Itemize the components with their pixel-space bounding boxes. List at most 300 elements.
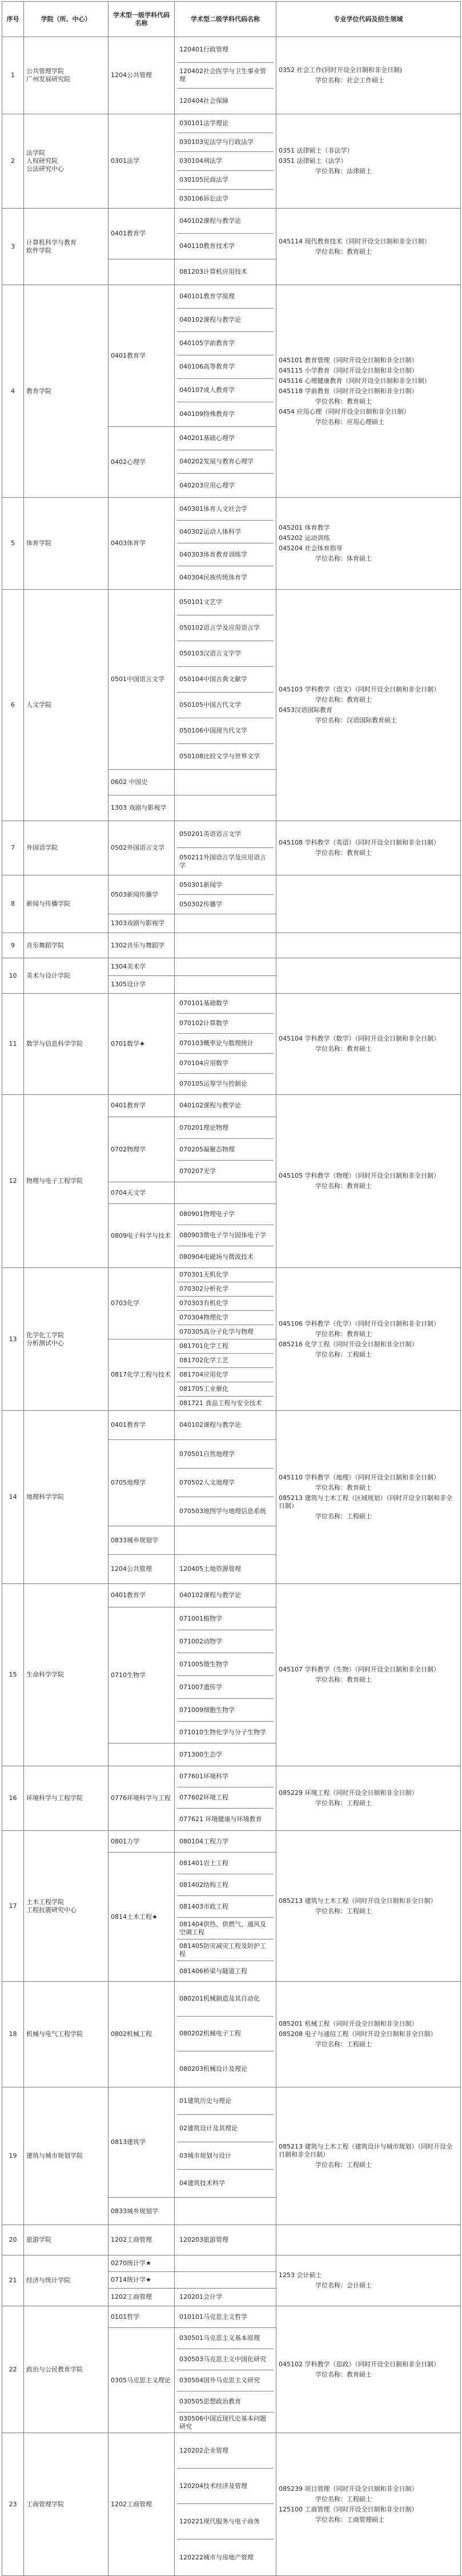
professional-line: 045201 体育教学: [279, 524, 330, 531]
first-discipline-cell: 1204公共管理: [109, 1555, 175, 1584]
second-discipline-cell: [175, 933, 276, 958]
professional-line: 045202 运动训练: [279, 534, 330, 542]
professional-cell: [276, 1095, 461, 1268]
first-discipline-cell: 0704天文学: [109, 1182, 175, 1204]
professional-degree: 学位名称：汉语国际教育硕士: [315, 717, 397, 724]
first-discipline-cell: 0703化学: [109, 1268, 175, 1339]
professional-line: 085229 环境工程（同时开设全日制和非全日制）: [279, 1789, 418, 1797]
table-row: [2, 933, 461, 958]
second-discipline-item: 070201理论物理: [177, 1117, 274, 1139]
second-discipline-item: 120202企业管理: [177, 2433, 274, 2469]
college-name: 音乐舞蹈学院: [26, 941, 64, 949]
seq-cell: 10: [2, 958, 24, 994]
seq-cell: 16: [2, 1766, 24, 1831]
second-discipline-item: 081721 食品工程与安全技术: [179, 1399, 262, 1407]
professional-degree: 学位名称：工商管理硕士: [315, 2515, 384, 2523]
professional-degree: 学位名称：工程硕士: [315, 1907, 372, 1915]
table-row: [2, 1766, 461, 1831]
first-discipline-cell: 1303 戏剧与影视学: [109, 795, 175, 821]
second-discipline-item: 070502人文地理学: [177, 1469, 274, 1497]
seq-cell: 22: [2, 2306, 24, 2433]
second-discipline-item: 04建筑技术科学: [179, 2179, 225, 2187]
professional-line: 045103 学科教学（语文）（同时开设全日制和非全日制）: [279, 686, 440, 693]
professional-cell: [276, 1766, 461, 1831]
second-discipline-cell: [175, 821, 276, 875]
second-discipline-item: 081701化学工程: [177, 1339, 274, 1354]
second-discipline-item: 077601环境科学: [177, 1766, 274, 1787]
second-discipline-item: 040102课程与教学论: [179, 1102, 241, 1109]
second-discipline-item: 081401岩土工程: [177, 1853, 274, 1874]
college-cell: [24, 2433, 109, 2576]
seq-cell: 12: [2, 1095, 24, 1268]
professional-line: 045115 小学教育（同时开设全日制和非全日制）: [279, 366, 418, 374]
college-cell: [24, 2225, 109, 2255]
professional-line: 045107 学科教学（生物）（同时开设全日制和非全日制）: [279, 1666, 440, 1673]
first-discipline-cell: 0714统计学★: [109, 2272, 175, 2289]
first-discipline-cell: 1304美术学: [109, 958, 175, 976]
second-discipline-item: 050211外国语言学及应用语言学: [179, 853, 266, 869]
second-discipline-item: 040107成人教育学: [177, 379, 274, 402]
professional-cell: [276, 933, 461, 958]
second-discipline-item: 081704应用化学: [177, 1368, 274, 1382]
second-discipline-item: 071001植物学: [177, 1607, 274, 1630]
second-discipline-cell: [175, 2225, 276, 2255]
second-discipline-item: 040102课程与教学论: [177, 309, 274, 332]
second-discipline-cell: [175, 2272, 276, 2289]
college-name: 生命科学学院: [26, 1671, 64, 1678]
seq-cell: 6: [2, 590, 24, 821]
seq-cell: 18: [2, 1982, 24, 2087]
second-discipline-item: 081402结构工程: [177, 1874, 274, 1896]
second-discipline-cell: [175, 1339, 276, 1411]
second-discipline-cell: [175, 285, 276, 427]
professional-line: 1253 会计硕士: [279, 2271, 322, 2279]
second-discipline-item: 120405土地资源管理: [179, 1565, 241, 1573]
college-cell: [24, 933, 109, 958]
professional-line: 085213 建筑与土木工程（建筑设计与城市规划）（同时开设全日制和非全日制）: [279, 2143, 452, 2158]
college-name: 化学化工学院: [26, 1331, 64, 1339]
table-row: [2, 1584, 461, 1607]
second-discipline-item: 030504国外马克思主义研究: [177, 2370, 274, 2391]
college-cell: [24, 958, 109, 994]
college-name: 经济与统计学院: [26, 2277, 70, 2284]
table-row: [2, 2255, 461, 2272]
professional-degree: 学位名称：社会工作硕士: [315, 77, 384, 84]
second-discipline-item: 050105中国古代文学: [177, 693, 274, 718]
college-cell: [24, 2087, 109, 2225]
professional-line: 045110 学科教学（地理）（同时开设全日制和非全日制）: [279, 1474, 440, 1481]
first-discipline-cell: 0833城乡规划学: [109, 1526, 175, 1555]
first-discipline-cell: 0503新闻传播学: [109, 875, 175, 914]
second-discipline-item: 120404社会保障: [179, 97, 228, 105]
second-discipline-item: 080903微电子学与固体电子学: [177, 1225, 274, 1246]
second-discipline-item: 070102计算数学: [177, 1014, 274, 1034]
second-discipline-item: 120401行政管理: [177, 37, 274, 63]
table-row: [2, 285, 461, 427]
professional-cell: [276, 2225, 461, 2255]
second-discipline-item: 070104应用数学: [177, 1054, 274, 1074]
second-discipline-cell: [175, 1853, 276, 1982]
second-discipline-item: 030103宪法学与行政法学: [177, 133, 274, 152]
second-discipline-item: 070305高分子化学与物理: [179, 1328, 254, 1335]
second-discipline-cell: [175, 114, 276, 209]
second-discipline-item: 050302传播学: [179, 900, 222, 908]
professional-line: 125100 工商管理（同时开设全日制和非全日制）: [279, 2505, 418, 2513]
second-discipline-item: 081403市政工程: [177, 1896, 274, 1918]
professional-cell: [276, 209, 461, 285]
first-discipline-cell: 1202工商管理: [109, 2289, 175, 2306]
second-discipline-cell: [175, 1526, 276, 1555]
professional-degree: 学位名称：教育硕士: [315, 2370, 372, 2378]
table-row: [2, 209, 461, 259]
header-college: 学院（所、中心）: [24, 2, 109, 37]
professional-cell: [276, 1831, 461, 1982]
table-row: [2, 875, 461, 914]
professional-line: 0351 法律硕士（非法学）: [279, 147, 353, 154]
college-name: 建筑与城市规划学院: [26, 2152, 83, 2159]
professional-line: 0454 应用心理（同时开设全日制和非全日制）: [279, 407, 410, 415]
first-discipline-cell: 0705地理学: [109, 1440, 175, 1526]
college-name: 机械与电气工程学院: [26, 2030, 83, 2038]
second-discipline-item: 071010生物化学与分子生物学: [179, 1728, 266, 1736]
seq-cell: 21: [2, 2255, 24, 2306]
second-discipline-item: 050104中国古典文献学: [177, 667, 274, 693]
college-cell: [24, 1766, 109, 1831]
professional-degree: 学位名称：教育硕士: [315, 696, 372, 703]
seq-cell: 7: [2, 821, 24, 875]
professional-degree: 学位名称：教育硕士: [315, 849, 372, 857]
seq-cell: 1: [2, 37, 24, 114]
first-discipline-cell: 0301法学: [109, 114, 175, 209]
second-discipline-item: 080203机械设计及理论: [179, 2065, 247, 2073]
second-discipline-item: 050301新闻学: [177, 875, 274, 895]
first-discipline-cell: 1303戏剧与影视学: [109, 914, 175, 933]
college-name: 土木工程学院: [26, 1898, 64, 1906]
college-name: 法学院: [26, 149, 45, 157]
first-discipline-cell: 1305设计学: [109, 976, 175, 994]
second-discipline-item: 070103概率论与数理统计: [177, 1034, 274, 1054]
professional-degree: 学位名称：教育硕士: [315, 397, 372, 405]
seq-cell: 4: [2, 285, 24, 498]
second-discipline-cell: [175, 994, 276, 1095]
second-discipline-item: 040102课程与教学论: [179, 1591, 241, 1599]
second-discipline-item: 050103汉语言文字学: [177, 641, 274, 667]
first-discipline-cell: 0809电子科学与技术: [109, 1204, 175, 1268]
second-discipline-item: 040202发展与教育心理学: [177, 450, 274, 474]
first-discipline-cell: 0101哲学: [109, 2306, 175, 2328]
college-cell: [24, 1095, 109, 1268]
seq-cell: 3: [2, 209, 24, 285]
professional-cell: [276, 2087, 461, 2225]
second-discipline-cell: [175, 1982, 276, 2087]
professional-line: 045101 教育管理（同时开设全日制和非全日制）: [279, 356, 418, 364]
header-seq: 序号: [2, 2, 24, 37]
second-discipline-item: 040301体育人文社会学: [177, 498, 274, 521]
second-discipline-item: 070105运筹学与控制论: [179, 1080, 247, 1087]
second-discipline-cell: [175, 2306, 276, 2328]
first-discipline-cell: 0401教育学: [109, 1584, 175, 1607]
second-discipline-cell: [175, 795, 276, 821]
college-cell: [24, 209, 109, 285]
second-discipline-item: 080201机械制造及其自动化: [177, 1982, 274, 2017]
professional-degree: 学位名称：法律硕士: [315, 167, 372, 175]
college-name: 美术与设计学院: [26, 971, 70, 979]
second-discipline-cell: [175, 875, 276, 914]
college-name: 人文学院: [26, 701, 51, 709]
professional-line: 0351 法律硕士（法学）: [279, 157, 347, 165]
second-discipline-item: 120222城市与房地产管理: [179, 2553, 254, 2561]
second-discipline-cell: [175, 1607, 276, 1743]
second-discipline-item: 030506中国近现代史基本问题研究: [179, 2414, 266, 2430]
second-discipline-item: 071005微生物学: [177, 1653, 274, 1676]
second-discipline-cell: [175, 1440, 276, 1526]
first-discipline-cell: 0833城乡规划学: [109, 2198, 175, 2225]
second-discipline-item: 03城市规划与设计: [177, 2142, 274, 2170]
second-discipline-item: 040102课程与教学论: [177, 209, 274, 234]
second-discipline-item: 040201基础心理学: [177, 427, 274, 450]
first-discipline-cell: 1202工商管理: [109, 2433, 175, 2576]
professional-cell: [276, 114, 461, 209]
professional-degree: 学位名称：教育硕士: [315, 1484, 372, 1491]
table-body: [2, 37, 461, 2576]
second-discipline-cell: [175, 1584, 276, 1607]
college-name: 旅游学院: [26, 2236, 51, 2243]
professional-cell: [276, 958, 461, 994]
second-discipline-item: 080904电磁场与微波技术: [179, 1253, 254, 1261]
seq-cell: 19: [2, 2087, 24, 2225]
seq-cell: 8: [2, 875, 24, 933]
first-discipline-cell: 0817化学工程与技术: [109, 1339, 175, 1411]
second-discipline-item: 030505思想政治教育: [177, 2391, 274, 2413]
second-discipline-item: 120221现代服务与电子商务: [177, 2504, 274, 2539]
college-name: 地理科学学院: [26, 1493, 64, 1501]
second-discipline-item: 040203应用心理学: [179, 481, 235, 489]
second-discipline-cell: [175, 1182, 276, 1204]
college-cell: [24, 2255, 109, 2306]
second-discipline-item: 120201会计学: [179, 2293, 222, 2301]
college-name: 计算机科学与教育: [26, 238, 77, 246]
second-discipline-cell: [175, 1204, 276, 1268]
table-row: [2, 114, 461, 209]
college-cell: [24, 2306, 109, 2433]
second-discipline-cell: [175, 1555, 276, 1584]
professional-line: 085239 项目管理（同时开设全日制和非全日制）: [279, 2485, 418, 2493]
seq-cell: 17: [2, 1831, 24, 1982]
professional-line: 085213 建筑与土木工程（区域规划）（同时开设全日制和非全日制）: [279, 1494, 452, 1510]
second-discipline-cell: [175, 1117, 276, 1182]
second-discipline-item: 040101教育学原理: [177, 285, 274, 309]
professional-cell: [276, 1411, 461, 1584]
second-discipline-item: 070303有机化学: [177, 1297, 274, 1311]
second-discipline-item: 040110教育技术学: [179, 242, 235, 250]
professional-line: 045114 现代教育技术（同时开设全日制和非全日制）: [279, 237, 431, 245]
second-discipline-cell: [175, 590, 276, 770]
professional-line: 045105 学科教学（物理）（同时开设全日制和非全日制）: [279, 1172, 440, 1179]
professional-line: 045104 学科教学（数学）（同时开设全日制和非全日制）: [279, 1035, 440, 1042]
second-discipline-item: 050101文艺学: [177, 590, 274, 615]
second-discipline-item: 080901物理电子学: [177, 1204, 274, 1225]
second-discipline-item: 040102课程与教学论: [179, 1421, 241, 1429]
college-cell: [24, 498, 109, 590]
table-row: [2, 498, 461, 590]
second-discipline-cell: [175, 914, 276, 933]
second-discipline-cell: [175, 2255, 276, 2272]
second-discipline-cell: [175, 1831, 276, 1853]
professional-line: 045118 学前教育（同时开设全日制和非全日制）: [279, 387, 418, 395]
second-discipline-item: 071300生态学: [179, 1750, 222, 1758]
table-row: [2, 2433, 461, 2576]
second-discipline-item: 030105民商法学: [177, 171, 274, 190]
first-discipline-cell: 0501中国语言文学: [109, 590, 175, 770]
college-cell: [24, 821, 109, 875]
second-discipline-item: 071009细胞生物学: [177, 1699, 274, 1722]
seq-cell: 11: [2, 994, 24, 1095]
table-row: [2, 1411, 461, 1440]
seq-cell: 5: [2, 498, 24, 590]
second-discipline-item: 070503地图学与地理信息系统: [179, 1507, 266, 1515]
second-discipline-cell: [175, 976, 276, 994]
first-discipline-cell: 1302音乐与舞蹈学: [109, 933, 175, 958]
professional-line: 045204 社会体育指导: [279, 545, 343, 552]
college-name: 公法研究中心: [26, 165, 64, 173]
professional-cell: [276, 590, 461, 821]
college-name: 体育学院: [26, 539, 51, 547]
second-discipline-item: 071007遗传学: [177, 1676, 274, 1699]
professional-degree: 学位名称：教育硕士: [315, 1330, 372, 1338]
second-discipline-item: 081705工业催化: [177, 1382, 274, 1397]
second-discipline-item: 081406桥梁与隧道工程: [179, 1967, 247, 1975]
second-discipline-cell: [175, 498, 276, 590]
professional-cell: [276, 2433, 461, 2576]
first-discipline-cell: 0270统计学★: [109, 2255, 175, 2272]
professional-degree: 学位名称：工程硕士: [315, 2161, 372, 2169]
college-cell: [24, 285, 109, 498]
table-row: [2, 994, 461, 1095]
second-discipline-cell: [175, 37, 276, 114]
professional-degree: 学位名称：教育硕士: [315, 1045, 372, 1053]
professional-line: 045108 学科教学（英语）（同时开设全日制和非全日制）: [279, 839, 440, 846]
first-discipline-cell: 1202工商管理: [109, 2225, 175, 2255]
professional-degree: 学位名称：教育硕士: [315, 1676, 372, 1683]
second-discipline-item: 02建筑设计及其理论: [177, 2115, 274, 2142]
professional-line: 045102 学科教学（思政）（同时开设全日制和非全日制）: [279, 2360, 440, 2368]
second-discipline-item: 071002动物学: [177, 1630, 274, 1653]
second-discipline-item: 081702化学工艺: [177, 1354, 274, 1368]
seq-cell: 15: [2, 1584, 24, 1766]
college-name: 工程抗震研究中心: [26, 1906, 77, 1914]
seq-cell: 23: [2, 2433, 24, 2576]
table-row: [2, 37, 461, 114]
table-row: [2, 1831, 461, 1853]
second-discipline-item: 050106中国现当代文学: [177, 718, 274, 744]
college-cell: [24, 1831, 109, 1982]
professional-degree: 学位名称：教育硕士: [315, 247, 372, 255]
second-discipline-cell: [175, 209, 276, 259]
second-discipline-cell: [175, 770, 276, 795]
professional-cell: [276, 821, 461, 875]
first-discipline-cell: 0702物理学: [109, 1117, 175, 1182]
second-discipline-cell: [175, 1766, 276, 1831]
second-discipline-cell: [175, 2433, 276, 2576]
college-name: 软件学院: [26, 246, 51, 254]
second-discipline-cell: [175, 1411, 276, 1440]
professional-cell: [276, 875, 461, 933]
first-discipline-cell: 1204公共管理: [109, 37, 175, 114]
second-discipline-item: 070301无机化学: [177, 1268, 274, 1282]
professional-cell: [276, 1982, 461, 2087]
header-second-discipline: 学术型二级学科代码名称: [175, 2, 276, 37]
college-cell: [24, 1584, 109, 1766]
table-row: [2, 1982, 461, 2087]
second-discipline-item: 120203旅游管理: [179, 2236, 228, 2243]
first-discipline-cell: 0403体育学: [109, 498, 175, 590]
first-discipline-cell: 0401教育学: [109, 1095, 175, 1117]
table-row: [2, 821, 461, 875]
professional-cell: [276, 285, 461, 498]
second-discipline-item: 050201英语语言文学: [177, 821, 274, 848]
professional-line: 085213 建筑与土木工程（同时开设全日制和非全日制）: [279, 1897, 437, 1905]
professional-line: 045116 心理健康教育（同时开设全日制和非全日制）: [279, 377, 431, 385]
table-row: [2, 958, 461, 976]
second-discipline-item: 030501马克思主义基本原理: [177, 2328, 274, 2349]
second-discipline-cell: [175, 2289, 276, 2306]
first-discipline-cell: 0602 中国史: [109, 770, 175, 795]
professional-degree: 学位名称：工程硕士: [315, 2495, 372, 2503]
professional-degree: 学位名称：会计硕士: [315, 2282, 372, 2289]
professional-cell: [276, 2306, 461, 2433]
college-name: 数学与信息科学学院: [26, 1040, 83, 1047]
second-discipline-item: 120204技术经济及管理: [177, 2469, 274, 2504]
professional-degree: 学位名称：工程硕士: [315, 1350, 372, 1358]
college-name: 环境科学与工程学院: [26, 1794, 83, 1802]
second-discipline-item: 070304物理化学: [177, 1311, 274, 1325]
second-discipline-cell: [175, 2198, 276, 2225]
second-discipline-item: 030104刑法学: [177, 152, 274, 171]
professional-cell: [276, 2255, 461, 2306]
header-row: [2, 2, 461, 37]
college-cell: [24, 875, 109, 933]
college-name: 工商管理学院: [26, 2500, 64, 2508]
first-discipline-cell: [109, 259, 175, 285]
professional-cell: [276, 37, 461, 114]
college-name: 人权研究院: [26, 157, 58, 165]
college-cell: [24, 1982, 109, 2087]
first-discipline-cell: 0402心理学: [109, 427, 175, 498]
seq-cell: 20: [2, 2225, 24, 2255]
second-discipline-item: 040105学前教育学: [177, 332, 274, 355]
college-name: 广州发展研究院: [26, 75, 70, 83]
second-discipline-cell: [175, 259, 276, 285]
second-discipline-cell: [175, 2328, 276, 2433]
second-discipline-item: 080104工程力学: [179, 1837, 228, 1845]
professional-line: 085208 电子与通信工程（同时开设全日制和非全日制）: [279, 2030, 437, 2038]
second-discipline-item: 01建筑历史与理论: [177, 2087, 274, 2115]
second-discipline-cell: [175, 1268, 276, 1339]
college-name: 物理与电子工程学院: [26, 1177, 83, 1185]
table-row: [2, 1095, 461, 1117]
second-discipline-item: 070501自然地理学: [177, 1440, 274, 1469]
professional-line: 045106 学科教学（化学）（同时开设全日制和非全日制）: [279, 1319, 440, 1327]
second-discipline-item: 040109特殊教育学: [179, 410, 235, 418]
professional-line: 0453汉语国际教育: [279, 706, 332, 714]
table-row: [2, 2306, 461, 2328]
discipline-table: [2, 1, 461, 2576]
first-discipline-cell: 0776环境科学与工程: [109, 1766, 175, 1831]
header-professional: 专业学位代码及招生领域: [276, 2, 461, 37]
seq-cell: 2: [2, 114, 24, 209]
professional-degree: 学位名称：工程硕士: [315, 1799, 372, 1807]
first-discipline-cell: 0401教育学: [109, 209, 175, 259]
